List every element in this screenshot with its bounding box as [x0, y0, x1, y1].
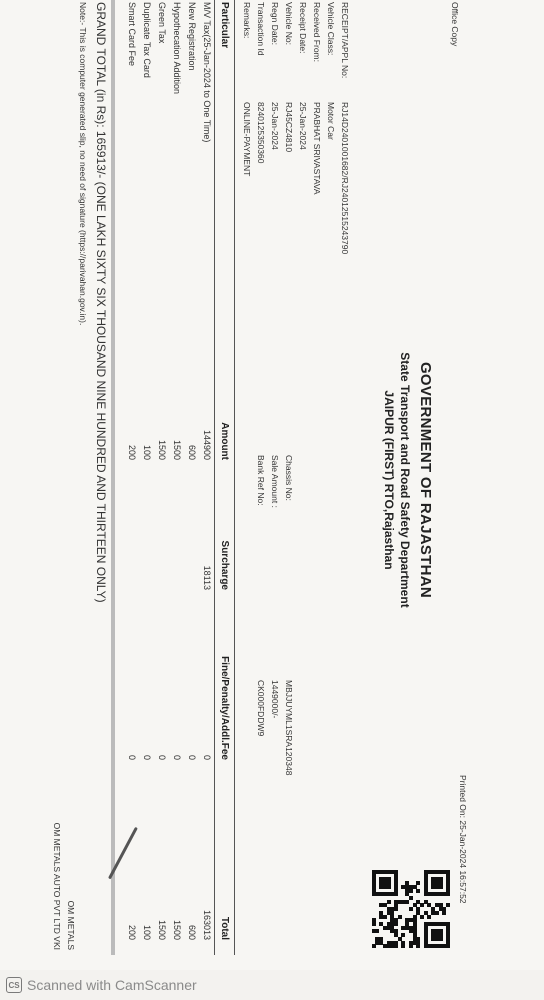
sale-amount-value: 1449000/- [270, 680, 280, 719]
cell-total: 600 [187, 924, 197, 940]
cell-fine: 0 [157, 754, 167, 760]
cell-particular: Hypothecation Addition [172, 2, 182, 95]
cell-fine: 0 [127, 754, 137, 760]
qr-code [372, 870, 450, 948]
table-bottom-rule [111, 0, 115, 955]
receipt-no-value: RJ14D2401001682/RJ24012515243790 [340, 102, 350, 255]
camscanner-logo-icon: CS [6, 977, 22, 993]
cell-particular: M/V Tax(25-Jan-2024 to One Time) [202, 2, 212, 143]
bank-ref-label: Bank Ref No: [256, 455, 266, 506]
rto-office: JAIPUR (FIRST) RTO,Rajasthan [382, 390, 396, 570]
vehicle-class-value: Motor Car [326, 102, 336, 140]
page-title: GOVERNMENT OF RAJASTHAN [417, 361, 434, 599]
regn-date-label: Regn Date: [270, 2, 280, 45]
transaction-id-label: Transaction Id [256, 2, 266, 56]
col-header-particular: Particular [219, 2, 230, 49]
table-header-rule [214, 0, 215, 955]
dealer-name: OM METALS [66, 900, 76, 950]
col-header-amount: Amount [219, 422, 230, 460]
department-name: State Transport and Road Safety Department [398, 352, 412, 608]
rotated-receipt [20, 0, 520, 960]
cell-particular: Green Tax [157, 2, 167, 44]
col-header-fine: Fine/Penalty/Addl.Fee [219, 656, 230, 760]
printed-on: Printed On: 25-Jan-2024 16:57:52 [458, 775, 468, 904]
cell-fine: 0 [172, 754, 182, 760]
cell-surcharge: 18113 [202, 565, 212, 590]
cell-amount: 1500 [157, 439, 167, 460]
grand-total: GRAND TOTAL (in Rs): 165913/- (ONE LAKH SIXTY SIX THOUSAND NINE HUNDRED AND THIRTEEN ONLY) [94, 2, 108, 603]
receipt-date-label: Receipt Date: [298, 2, 308, 54]
remarks-value: ONLINE-PAYMENT [242, 102, 252, 177]
cell-amount: 100 [142, 444, 152, 460]
cell-particular: Smart Card Fee [127, 2, 137, 67]
cell-total: 163013 [202, 909, 212, 940]
received-from-label: Received From: [312, 2, 322, 62]
regn-date-value: 25-Jan-2024 [270, 102, 280, 150]
cell-fine: 0 [202, 754, 212, 760]
col-header-surcharge: Surcharge [219, 540, 230, 590]
col-header-total: Total [219, 916, 230, 940]
chassis-no-label: Chassis No: [284, 455, 294, 501]
bank-ref-value: CK000FDDW9 [256, 680, 266, 737]
cell-total: 200 [127, 924, 137, 940]
cell-total: 1500 [172, 919, 182, 940]
cell-particular: Duplicate Tax Card [142, 2, 152, 78]
camscanner-watermark [0, 970, 544, 1000]
transaction-id-value: 8240125350360 [256, 102, 266, 164]
chassis-no-value: MBJJUYML1SRA120348 [284, 680, 294, 776]
cell-amount: 144900 [202, 429, 212, 460]
cell-amount: 1500 [172, 439, 182, 460]
cell-amount: 600 [187, 444, 197, 460]
remarks-label: Remarks: [242, 2, 252, 39]
cell-fine: 0 [187, 754, 197, 760]
receipt-date-value: 25-Jan-2024 [298, 102, 308, 150]
vehicle-no-label: Vehicle No: [284, 2, 294, 45]
cell-amount: 200 [127, 444, 137, 460]
vehicle-no-value: RJ45CZ4810 [284, 102, 294, 153]
cell-total: 1500 [157, 919, 167, 940]
table-top-rule [234, 0, 235, 955]
vehicle-class-label: Vehicle Class: [326, 2, 336, 56]
footer-note: Note:- This is computer generated slip, no need of signature (https://parivahan.gov.in). [78, 2, 88, 326]
cell-particular: New Registration [187, 2, 197, 71]
receipt-no-label: RECEIPT/APPL No: [340, 2, 350, 79]
received-from-value: PRABHAT SRIVASTAVA [312, 102, 322, 195]
cell-fine: 0 [142, 754, 152, 760]
camscanner-text: Scanned with CamScanner [27, 977, 197, 993]
cell-total: 100 [142, 924, 152, 940]
dealer-company: OM METALS AUTO PVT LTD VKI [52, 822, 62, 950]
office-copy-label: Office Copy [450, 2, 460, 47]
sale-amount-label: Sale Amount : [270, 455, 280, 508]
